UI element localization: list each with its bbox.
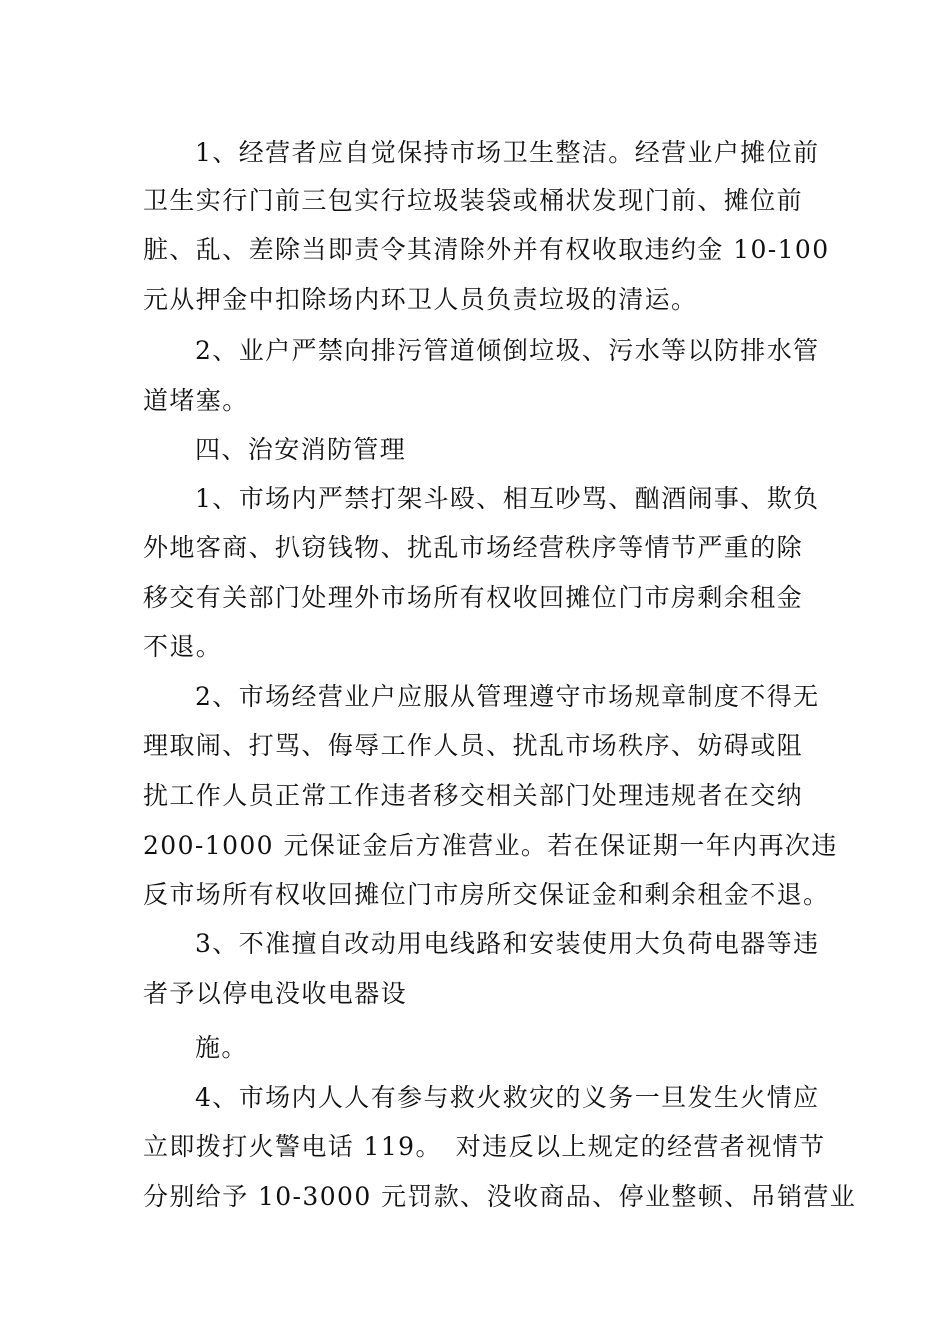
text-line: 者予以停电没收电器设 (143, 979, 408, 1008)
text-line: 道堵塞。 (143, 386, 249, 415)
section-heading: 四、治安消防管理 (195, 435, 407, 464)
text-line: 反市场所有权收回摊位门市房所交保证金和剩余租金不退。 (143, 880, 830, 909)
text-line: 4、市场内人人有参与救火救灾的义务一旦发生火情应 (195, 1083, 820, 1112)
text-line: 3、不准擅自改动用电线路和安装使用大负荷电器等违 (195, 929, 820, 958)
text-line: 卫生实行门前三包实行垃圾装袋或桶状发现门前、摊位前 (143, 186, 804, 215)
text-line: 2、业户严禁向排污管道倾倒垃圾、污水等以防排水管 (195, 336, 820, 365)
text-line: 理取闹、打骂、侮辱工作人员、扰乱市场秩序、妨碍或阻 (143, 731, 804, 760)
text-line: 不退。 (143, 632, 223, 661)
text-line: 2、市场经营业户应服从管理遵守市场规章制度不得无 (195, 682, 820, 711)
text-line: 分别给予 10-3000 元罚款、没收商品、停业整顿、吊销营业 (143, 1182, 857, 1211)
text-line: 外地客商、扒窃钱物、扰乱市场经营秩序等情节严重的除 (143, 533, 804, 562)
text-line: 移交有关部门处理外市场所有权收回摊位门市房剩余租金 (143, 583, 804, 612)
text-line: 200-1000 元保证金后方准营业。若在保证期一年内再次违 (143, 831, 838, 860)
text-line: 脏、乱、差除当即责令其清除外并有权收取违约金 10-100 (143, 235, 830, 264)
text-line: 扰工作人员正常工作违者移交相关部门处理违规者在交纳 (143, 781, 804, 810)
text-line: 1、经营者应自觉保持市场卫生整洁。经营业户摊位前 (195, 138, 820, 167)
text-line: 施。 (195, 1033, 248, 1062)
text-line: 元从押金中扣除场内环卫人员负责垃圾的清运。 (143, 285, 698, 314)
text-line: 立即拨打火警电话 119。 对违反以上规定的经营者视情节 (143, 1132, 826, 1161)
text-line: 1、市场内严禁打架斗殴、相互吵骂、酗酒闹事、欺负 (195, 484, 820, 513)
